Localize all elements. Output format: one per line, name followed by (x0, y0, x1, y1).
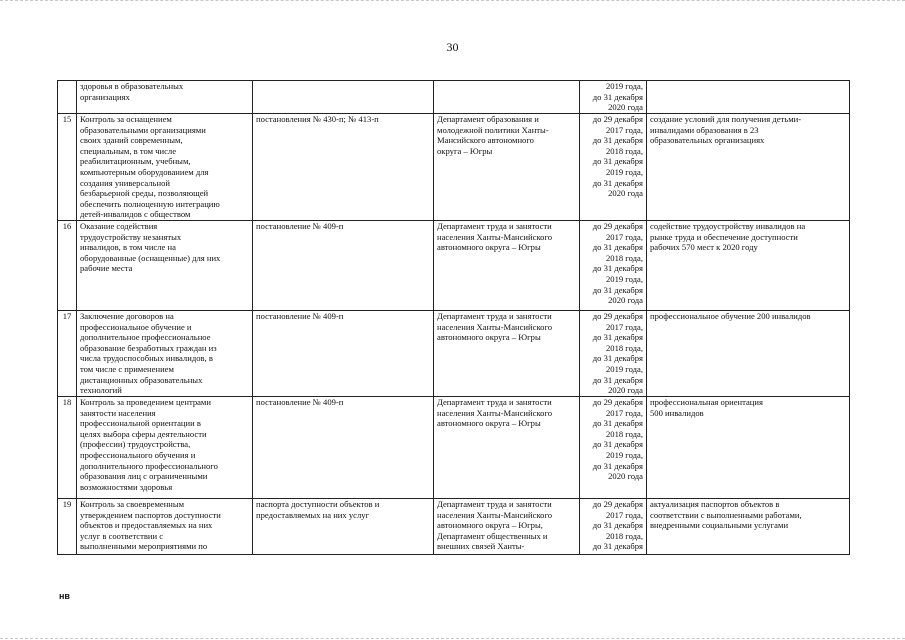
table-row (58, 81, 850, 114)
deadline-cell: до 29 декабря 2017 года, до 31 декабря 2018 года, до 31 декабря (580, 498, 647, 554)
deadline-cell: до 29 декабря 2017 года, до 31 декабря 2018 года, до 31 декабря 2019 года, до 31 декабря 2020 года (580, 114, 647, 221)
document-cell: паспорта доступности объектов и предоставляемых на них услуг (253, 498, 434, 554)
measure-cell: здоровья в образовательных организациях (77, 81, 253, 114)
measure-cell: Контроль за оснащением образовательными организациями своих зданий современным, специальным, в том числе реабилитационным, учебным, компьютерным оборудованием для создания универсальной безбарьерной среды, позволяющей обеспечить полноценную интеграцию детей-инвалидов с обществом (77, 114, 253, 221)
result-cell: профессиональное обучение 200 инвалидов (647, 310, 850, 396)
deadline-cell: до 29 декабря 2017 года, до 31 декабря 2018 года, до 31 декабря 2019 года, до 31 декабря 2020 года (580, 220, 647, 310)
measure-cell: Оказание содействия трудоустройству незанятых инвалидов, в том числе на оборудованные (оснащенные) для них рабочие места (77, 220, 253, 310)
result-cell (647, 81, 850, 114)
measure-cell: Контроль за проведением центрами занятости населения профессиональной ориентации в целях выбора сферы деятельности (профессии) трудоустройства, профессионального обучения и дополнительного профессионального образования лиц с ограниченными возможностями здоровья (77, 396, 253, 498)
executor-cell: Департамент труда и занятости населения Ханты-Мансийского автономного округа – Югры (434, 310, 580, 396)
executor-cell (434, 81, 580, 114)
document-cell: постановление № 409-п (253, 310, 434, 396)
row-number-cell (58, 81, 77, 114)
executor-cell: Департамент труда и занятости населения Ханты-Мансийского автономного округа – Югры, Департамент общественных и внешних связей Ханты- (434, 498, 580, 554)
measure-cell: Заключение договоров на профессиональное обучение и дополнительное профессиональное образование безработных граждан из числа трудоспособных инвалидов, в том числе с применением дистанционных образовательных технологий (77, 310, 253, 396)
document-cell: постановление № 409-п (253, 396, 434, 498)
document-cell: постановление № 409-п (253, 220, 434, 310)
footer-code: нв (59, 591, 70, 601)
table-row (58, 498, 850, 554)
table-row (58, 396, 850, 498)
scan-edge-top (0, 0, 905, 7)
page-number: 30 (446, 40, 459, 54)
executor-cell: Департамент образования и молодежной политики Ханты- Мансийского автономного округа – Югры (434, 114, 580, 221)
table-row (58, 310, 850, 396)
document-cell: постановления № 430-п; № 413-п (253, 114, 434, 221)
row-number-cell: 15 (58, 114, 77, 221)
table-row (58, 114, 850, 221)
measure-cell: Контроль за своевременным утверждением паспортов доступности объектов и предоставляемых на них услуг в соответствии с выполненными мероприятиями по (77, 498, 253, 554)
row-number-cell: 18 (58, 396, 77, 498)
row-number-cell: 17 (58, 310, 77, 396)
document-cell (253, 81, 434, 114)
deadline-cell: до 29 декабря 2017 года, до 31 декабря 2018 года, до 31 декабря 2019 года, до 31 декабря 2020 года (580, 310, 647, 396)
result-cell: содействие трудоустройству инвалидов на рынке труда и обеспечение доступности рабочих 570 мест к 2020 году (647, 220, 850, 310)
executor-cell: Департамент труда и занятости населения Ханты-Мансийского автономного округа – Югры (434, 220, 580, 310)
deadline-cell: до 29 декабря 2017 года, до 31 декабря 2018 года, до 31 декабря 2019 года, до 31 декабря 2020 года (580, 396, 647, 498)
table-row (58, 220, 850, 310)
row-number-cell: 19 (58, 498, 77, 554)
scan-edge-bottom (0, 634, 905, 639)
row-number-cell: 16 (58, 220, 77, 310)
deadline-cell: 2019 года, до 31 декабря 2020 года (580, 81, 647, 114)
executor-cell: Департамент труда и занятости населения Ханты-Мансийского автономного округа – Югры (434, 396, 580, 498)
result-cell: профессиональная ориентация 500 инвалидов (647, 396, 850, 498)
result-cell: создание условий для получения детьми- инвалидами образования в 23 образовательных организациях (647, 114, 850, 221)
measures-table (57, 80, 850, 555)
result-cell: актуализация паспортов объектов в соответствии с выполненными работами, внедренными социальными услугами (647, 498, 850, 554)
